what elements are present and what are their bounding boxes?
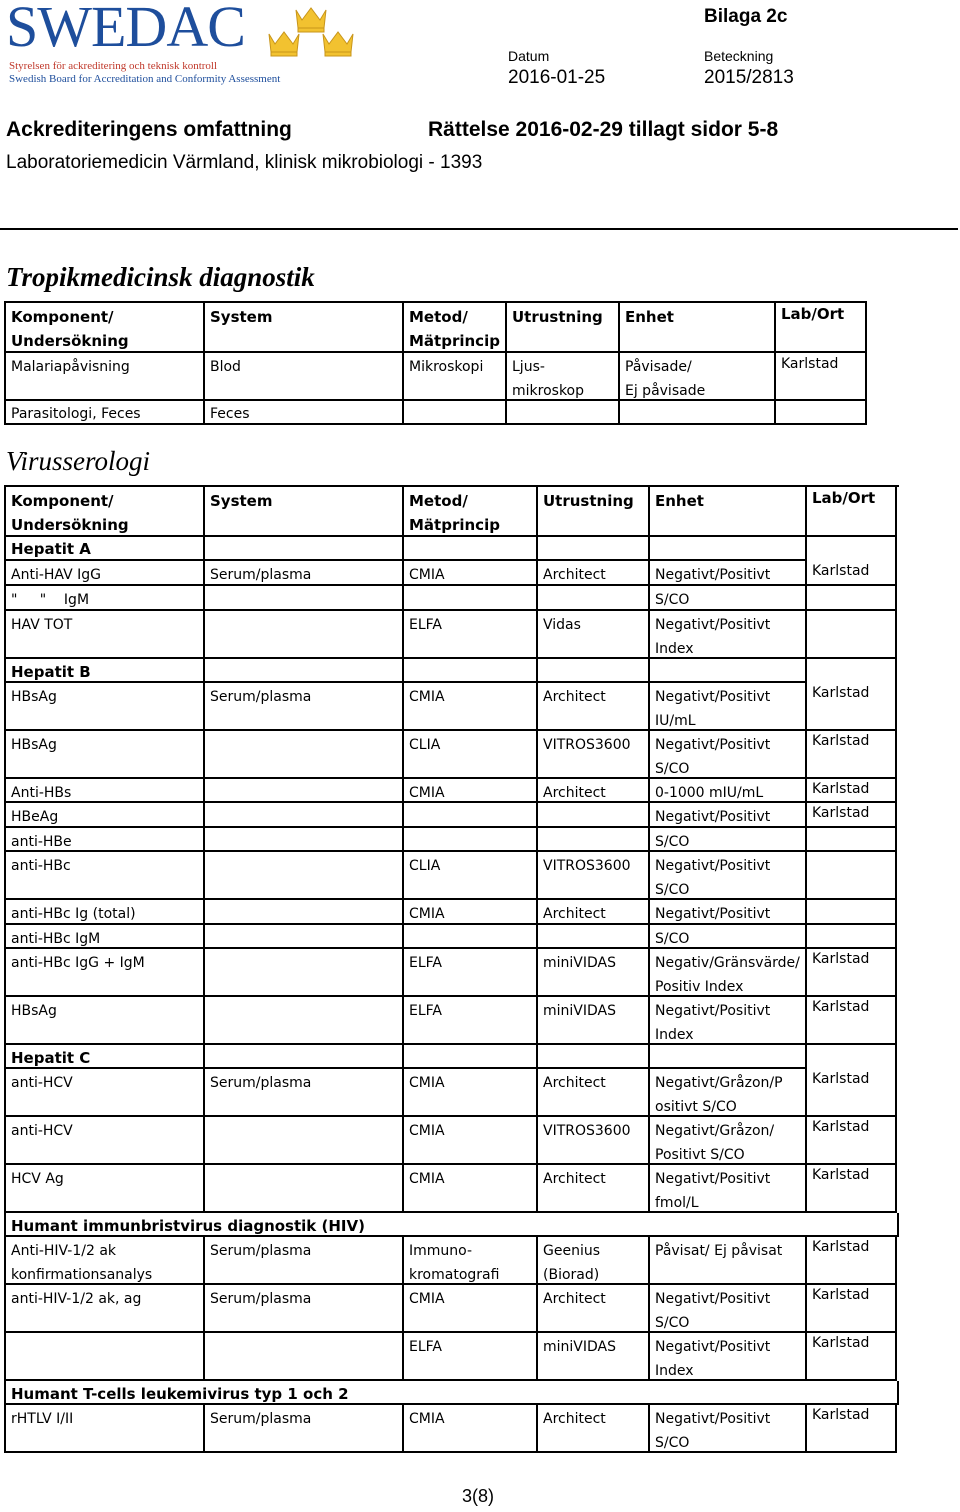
header-enhet: Enhet: [620, 303, 776, 353]
cell-komponent: anti-HBe: [6, 828, 205, 852]
cell-lab: Karlstad: [807, 1285, 897, 1333]
table-row: [6, 1237, 899, 1285]
cell-komponent: anti-HBc IgM: [6, 925, 205, 949]
cell-komponent: anti-HBc: [6, 852, 205, 900]
cell-lab: Karlstad: [807, 731, 897, 779]
cell-enhet: Negativt/Positivt S/CO: [650, 1405, 807, 1453]
group-label: Hepatit C: [6, 1045, 205, 1069]
cell-system: Serum/plasma: [205, 683, 404, 731]
cell-lab: Karlstad: [807, 1165, 897, 1213]
section-title-tropik: Tropikmedicinsk diagnostik: [6, 262, 315, 292]
cell-komponent: HAV TOT: [6, 611, 205, 659]
cell-metod: CMIA: [404, 1069, 538, 1117]
cell-utrustning: Architect: [538, 1405, 650, 1453]
cell-enhet: Negativt/Positivt Index: [650, 1333, 807, 1381]
cell-system: Serum/plasma: [205, 1237, 404, 1285]
logo-subtitle-en: Swedish Board for Accreditation and Conformity Assessment: [9, 73, 281, 85]
cell-komponent: anti-HCV: [6, 1069, 205, 1117]
table-row: [6, 1165, 899, 1213]
cell-komponent: anti-HCV: [6, 1117, 205, 1165]
group-row-htlv: [6, 1381, 899, 1405]
header-system: System: [205, 303, 404, 353]
group-row-hepatit-c: [6, 1045, 899, 1069]
cell-utrustning: Architect: [538, 683, 650, 731]
cell-enhet: S/CO: [650, 828, 807, 852]
table-row: [6, 561, 899, 586]
group-label: Hepatit B: [6, 659, 205, 683]
cell-utrustning: miniVIDAS: [538, 949, 650, 997]
cell-utrustning: VITROS3600: [538, 1117, 650, 1165]
cell-utrustning: Ljus- mikroskop: [507, 353, 620, 401]
table-row: [6, 1333, 899, 1381]
group-label: Hepatit A: [6, 537, 205, 561]
header-enhet: Enhet: [650, 487, 807, 537]
cell-komponent: anti-HBc IgG + IgM: [6, 949, 205, 997]
beteckning-label: Beteckning: [704, 48, 774, 64]
cell-utrustning: Architect: [538, 900, 650, 925]
beteckning-value: 2015/2813: [704, 67, 794, 88]
cell-enhet: Negativt/Positivt Index: [650, 997, 807, 1045]
table-row: [6, 683, 899, 731]
cell-enhet: S/CO: [650, 586, 807, 611]
cell-metod: Mikroskopi: [404, 353, 507, 401]
cell-system: Serum/plasma: [205, 561, 404, 586]
cell-lab: Karlstad: [807, 997, 897, 1045]
table-row: [6, 803, 899, 828]
header-utrustning: Utrustning: [507, 303, 620, 353]
three-crowns-icon: [266, 6, 356, 58]
group-row-hepatit-a: [6, 537, 899, 561]
cell-system: Blod: [205, 353, 404, 401]
cell-komponent: Anti-HAV IgG: [6, 561, 205, 586]
group-row-hiv: [6, 1213, 899, 1237]
table-row: [6, 1405, 899, 1453]
cell-enhet: Negativt/Positivt S/CO: [650, 1285, 807, 1333]
table-row: [6, 779, 899, 803]
cell-metod: CLIA: [404, 852, 538, 900]
cell-enhet: Negativt/Positivt fmol/L: [650, 1165, 807, 1213]
cell-utrustning: miniVIDAS: [538, 1333, 650, 1381]
cell-komponent: Malariapåvisning: [6, 353, 205, 401]
cell-system: Serum/plasma: [205, 1069, 404, 1117]
datum-value: 2016-01-25: [508, 67, 606, 88]
cell-utrustning: Architect: [538, 1069, 650, 1117]
cell-utrustning: miniVIDAS: [538, 997, 650, 1045]
cell-enhet: Påvisade/ Ej påvisade: [620, 353, 776, 401]
header-lab: Lab/Ort: [776, 303, 867, 353]
logo-subtitle-sv: Styrelsen för ackreditering och teknisk kontroll: [9, 60, 218, 72]
cell-lab: Karlstad: [807, 1405, 897, 1453]
cell-system: Serum/plasma: [205, 1285, 404, 1333]
cell-lab: Karlstad: [776, 353, 867, 401]
cell-enhet: Negativt/Positivt Index: [650, 611, 807, 659]
correction-note: Rättelse 2016-02-29 tillagt sidor 5-8: [428, 118, 779, 141]
cell-komponent: HBsAg: [6, 997, 205, 1045]
cell-metod: CMIA: [404, 1117, 538, 1165]
cell-utrustning: Architect: [538, 779, 650, 803]
table-row: [6, 949, 899, 997]
datum-label: Datum: [508, 48, 550, 64]
cell-utrustning: Architect: [538, 1285, 650, 1333]
cell-enhet: Negativt/Positivt S/CO: [650, 731, 807, 779]
cell-enhet: Negativt/Positivt: [650, 561, 807, 586]
cell-metod: Immuno- kromatografi: [404, 1237, 538, 1285]
cell-metod: ELFA: [404, 997, 538, 1045]
header-divider: [0, 228, 958, 230]
cell-metod: CMIA: [404, 1165, 538, 1213]
table-row: [6, 1117, 899, 1165]
header-komponent: Komponent/ Undersökning: [6, 487, 205, 537]
page-title: Ackrediteringens omfattning: [6, 118, 292, 141]
cell-metod: CLIA: [404, 731, 538, 779]
lab-subtitle: Laboratoriemedicin Värmland, klinisk mikrobiologi - 1393: [6, 152, 483, 173]
cell-metod: ELFA: [404, 949, 538, 997]
cell-lab: Karlstad: [807, 1069, 897, 1117]
cell-enhet: Negativt/Gråzon/P ositivt S/CO: [650, 1069, 807, 1117]
header-metod: Metod/ Mätprincip: [404, 487, 538, 537]
cell-komponent: anti-HBc Ig (total): [6, 900, 205, 925]
table-row: [6, 997, 899, 1045]
table-row: [6, 900, 899, 925]
cell-metod: CMIA: [404, 779, 538, 803]
cell-lab: Karlstad: [807, 803, 897, 828]
cell-komponent: Anti-HIV-1/2 ak konfirmationsanalys: [6, 1237, 205, 1285]
cell-lab: Karlstad: [807, 683, 897, 731]
group-label: Humant immunbristvirus diagnostik (HIV): [6, 1213, 897, 1237]
cell-enhet: S/CO: [650, 925, 807, 949]
cell-system: Serum/plasma: [205, 1405, 404, 1453]
cell-enhet: 0-1000 mIU/mL: [650, 779, 807, 803]
cell-enhet: Negativt/Gråzon/ Positivt S/CO: [650, 1117, 807, 1165]
table-header-row: [6, 487, 899, 537]
cell-utrustning: Vidas: [538, 611, 650, 659]
table-row: [6, 852, 899, 900]
table-row: [6, 925, 899, 949]
cell-utrustning: VITROS3600: [538, 731, 650, 779]
cell-metod: CMIA: [404, 1405, 538, 1453]
cell-lab: Karlstad: [807, 561, 897, 586]
cell-lab: Karlstad: [807, 1117, 897, 1165]
table-row: [6, 828, 899, 852]
virusserologi-table: [4, 485, 899, 1453]
cell-metod: CMIA: [404, 900, 538, 925]
group-label: Humant T-cells leukemivirus typ 1 och 2: [6, 1381, 897, 1405]
cell-enhet: Negativt/Positivt: [650, 900, 807, 925]
page-number: 3(8): [462, 1486, 495, 1506]
cell-metod: CMIA: [404, 1285, 538, 1333]
bilaga-label: Bilaga 2c: [704, 6, 788, 27]
table-row: [6, 1285, 899, 1333]
table-row: [6, 586, 899, 611]
cell-metod: CMIA: [404, 683, 538, 731]
header-lab: Lab/Ort: [807, 487, 897, 537]
cell-enhet: Negativt/Positivt S/CO: [650, 852, 807, 900]
cell-lab: Karlstad: [807, 949, 897, 997]
cell-komponent: HBeAg: [6, 803, 205, 828]
cell-enhet: Påvisat/ Ej påvisat: [650, 1237, 807, 1285]
cell-metod: ELFA: [404, 611, 538, 659]
table-row: [6, 353, 867, 401]
group-row-hepatit-b: [6, 659, 899, 683]
cell-komponent: HBsAg: [6, 731, 205, 779]
cell-utrustning: Geenius (Biorad): [538, 1237, 650, 1285]
table-row: [6, 1069, 899, 1117]
cell-utrustning: VITROS3600: [538, 852, 650, 900]
header-system: System: [205, 487, 404, 537]
table-header-row: [6, 303, 867, 353]
cell-komponent: " " IgM: [6, 586, 205, 611]
cell-komponent: anti-HIV-1/2 ak, ag: [6, 1285, 205, 1333]
cell-enhet: Negativt/Positivt: [650, 803, 807, 828]
cell-enhet: Negativ/Gränsvärde/ Positiv Index: [650, 949, 807, 997]
cell-utrustning: Architect: [538, 561, 650, 586]
cell-komponent: HBsAg: [6, 683, 205, 731]
cell-lab: Karlstad: [807, 1237, 897, 1285]
cell-metod: CMIA: [404, 561, 538, 586]
cell-komponent: Parasitologi, Feces: [6, 401, 205, 425]
table-row: [6, 401, 867, 425]
header-utrustning: Utrustning: [538, 487, 650, 537]
cell-komponent: HCV Ag: [6, 1165, 205, 1213]
cell-komponent: rHTLV I/II: [6, 1405, 205, 1453]
cell-lab: Karlstad: [807, 1333, 897, 1381]
cell-metod: ELFA: [404, 1333, 538, 1381]
section-title-viro: Virusserologi: [6, 446, 151, 476]
table-row: [6, 611, 899, 659]
cell-system: Feces: [205, 401, 404, 425]
header-metod: Metod/ Mätprincip: [404, 303, 507, 353]
cell-komponent: Anti-HBs: [6, 779, 205, 803]
header-komponent: Komponent/ Undersökning: [6, 303, 205, 353]
cell-utrustning: Architect: [538, 1165, 650, 1213]
cell-lab: Karlstad: [807, 779, 897, 803]
table-row: [6, 731, 899, 779]
swedac-logo: SWEDAC: [6, 0, 245, 59]
tropik-table: [4, 301, 867, 425]
cell-enhet: Negativt/Positivt IU/mL: [650, 683, 807, 731]
